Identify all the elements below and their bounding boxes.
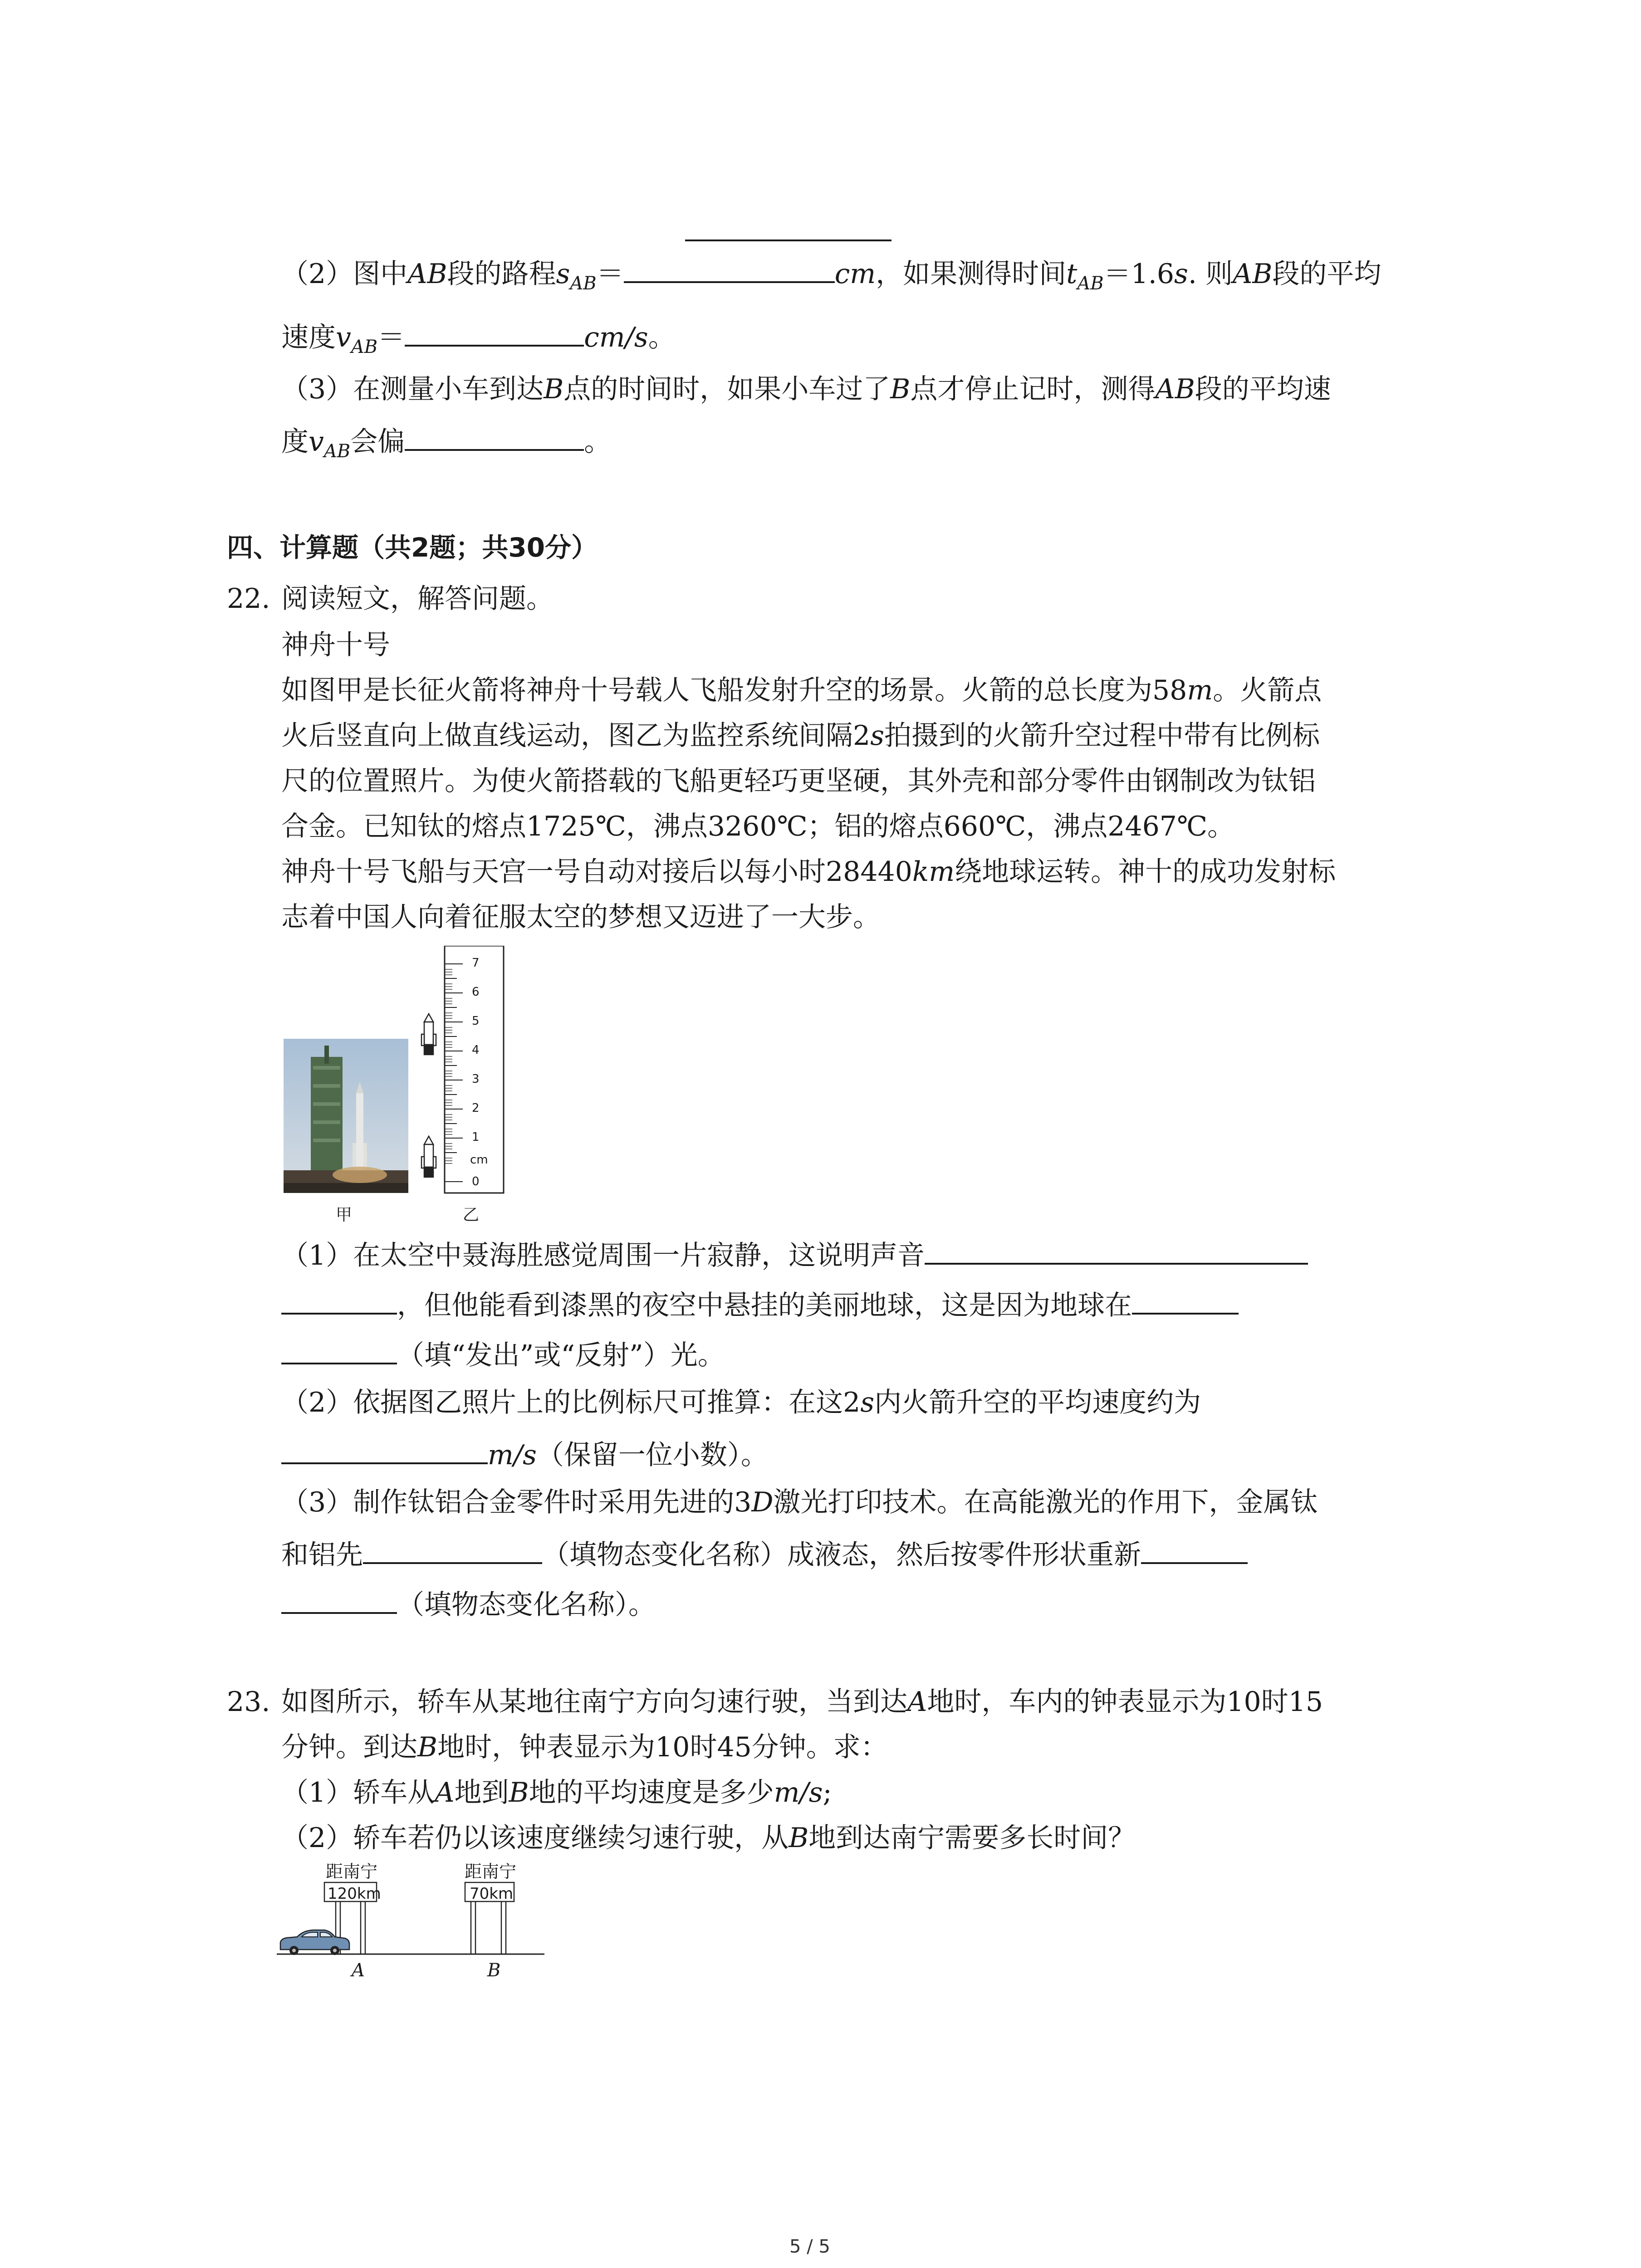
question-number: 23. (227, 1686, 270, 1718)
q22-passage-line: 火后竖直向上做直线运动，图乙为监控系统间隔2s拍摄到的火箭升空过程中带有比例标 (281, 720, 1320, 752)
q22-passage-line: 尺的位置照片。为使火箭搭载的飞船更轻巧更坚硬，其外壳和部分零件由钢制改为钛铝 (281, 765, 1316, 797)
ruler-tick-label: 4 (472, 1043, 480, 1057)
answer-blank[interactable] (281, 1339, 397, 1364)
q22-passage-line: 神舟十号飞船与天宫一号自动对接后以每小时28440km绕地球运转。神十的成功发射标 (281, 856, 1336, 888)
answer-blank[interactable] (1141, 1539, 1248, 1564)
q22-sub3-line1: （3）制作钛铝合金零件时采用先进的3D激光打印技术。在高能激光的作用下，金属钛 (281, 1486, 1318, 1518)
q22-sub3-line2: 和铝先 （填物态变化名称）成液态，然后按零件形状重新 (281, 1539, 1248, 1569)
answer-blank[interactable] (281, 1439, 488, 1464)
sign-a-distance: 120km (328, 1885, 381, 1903)
answer-blank[interactable] (925, 1239, 1308, 1265)
q21-sub2-line2: 速度$v_{AB}= cm/s$。 (281, 322, 676, 357)
point-b-label: B (487, 1960, 501, 1981)
car-icon (280, 1930, 349, 1955)
ruler-tick-label: 7 (472, 956, 480, 970)
q22-passage-line: 如图甲是长征火箭将神舟十号载人飞船发射升空的场景。火箭的总长度为58m。火箭点 (281, 675, 1322, 706)
ruler-unit-label: cm (470, 1153, 488, 1167)
ruler-tick-label: 6 (472, 985, 480, 999)
rocket-launch-photo (284, 1039, 408, 1193)
answer-blank[interactable] (281, 1589, 397, 1614)
ruler-tick-label: 3 (472, 1072, 480, 1086)
sign-b-header: 距南宁 (465, 1862, 517, 1882)
answer-blank[interactable] (405, 321, 584, 347)
ruler-tick-label: 5 (472, 1014, 480, 1028)
ruler-tick-label: 2 (472, 1101, 480, 1115)
answer-blank[interactable] (685, 240, 892, 241)
q22-sub1-line2: ，但他能看到漆黑的夜空中悬挂的美丽地球，这是因为地球在 (281, 1289, 1239, 1319)
answer-blank[interactable] (405, 425, 584, 451)
q21-sub2-line1: （2）图中AB段的路程$s_{AB}=$ cm，如果测得时间$t_{AB}=1.6s$. 则AB段的平均 (281, 258, 1381, 294)
answer-blank[interactable] (363, 1539, 542, 1564)
figure-label-yi: 乙 (463, 1206, 480, 1224)
question-number: 22. (227, 583, 270, 615)
q23-line2: 分钟。到达B地时，钟表显示为10时45分钟。求： (281, 1731, 888, 1763)
sign-a-header: 距南宁 (326, 1862, 378, 1882)
q22-sub3-line3: （填物态变化名称）。 (281, 1589, 656, 1618)
figure-label-jia: 甲 (336, 1206, 353, 1224)
q22-passage-line: 合金。已知钛的熔点1725℃，沸点3260℃；铝的熔点660℃，沸点2467℃。 (281, 811, 1235, 842)
q21-sub3-line2: 度$v_{AB}$会偏 。 (281, 426, 612, 462)
q22-passage-line: 志着中国人向着征服太空的梦想又迈进了一大步。 (281, 901, 880, 933)
q23-sub1: （1）轿车从A地到B地的平均速度是多少m/s; (281, 1777, 832, 1809)
q22-passage-title: 神舟十号 (281, 629, 390, 661)
q22-sub1-line3: （填“发出”或“反射”）光。 (281, 1339, 725, 1369)
section-title: 四、计算题（共2题；共30分） (227, 532, 598, 563)
answer-blank[interactable] (624, 258, 835, 283)
answer-blank[interactable] (281, 1289, 397, 1315)
ruler-tick-label: 0 (472, 1175, 480, 1188)
point-a-label: A (352, 1960, 365, 1981)
rocket-lower (421, 1136, 436, 1177)
q22-intro: 阅读短文，解答问题。 (281, 583, 554, 615)
answer-blank[interactable] (1132, 1289, 1239, 1315)
q22-sub2-line2: m/s（保留一位小数）。 (281, 1439, 768, 1469)
q23-line1: 如图所示，轿车从某地往南宁方向匀速行驶，当到达A地时，车内的钟表显示为10时15 (281, 1686, 1323, 1718)
rocket-upper (421, 1014, 436, 1055)
sign-b-distance: 70km (470, 1885, 514, 1903)
q21-sub3-line1: （3）在测量小车到达B点的时间时，如果小车过了B点才停止记时，测得AB段的平均速 (281, 373, 1331, 405)
ruler-tick-label: 1 (472, 1130, 480, 1144)
q22-sub1-line1: （1）在太空中聂海胜感觉周围一片寂静，这说明声音 (281, 1239, 1308, 1269)
q23-sub2: （2）轿车若仍以该速度继续匀速行驶，从B地到达南宁需要多长时间？ (281, 1822, 1136, 1854)
ruler-photo (420, 946, 506, 1195)
page-number: 5 / 5 (789, 2236, 830, 2257)
q22-sub2-line1: （2）依据图乙照片上的比例标尺可推算：在这2s内火箭升空的平均速度约为 (281, 1387, 1201, 1418)
